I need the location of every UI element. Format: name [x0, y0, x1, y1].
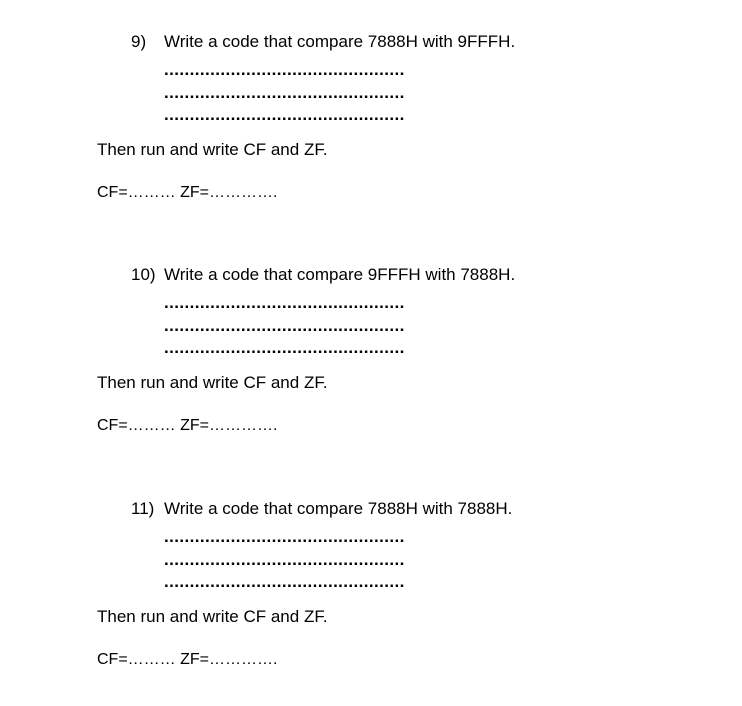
question-text: Write a code that compare 7888H with 7888H.: [164, 499, 513, 518]
answer-line-3: ...............................................: [164, 338, 405, 357]
answer-line-1: ...............................................: [164, 527, 405, 546]
answer-line-2: ...............................................: [164, 83, 405, 102]
question-11-prompt: [131, 499, 512, 519]
question-number: 10): [131, 265, 156, 284]
question-text: Write a code that compare 7888H with 9FFFH.: [164, 32, 516, 51]
answer-line-1: ...............................................: [164, 293, 405, 312]
question-10-prompt: [131, 265, 515, 285]
answer-line-2: ...............................................: [164, 316, 405, 335]
question-text: Write a code that compare 9FFFH with 7888H.: [164, 265, 516, 284]
answer-line-3: ...............................................: [164, 105, 405, 124]
question-number: 9): [131, 32, 147, 51]
instruction-text: Then run and write CF and ZF.: [97, 607, 328, 626]
flags-answer: CF=……… ZF=………….: [97, 184, 278, 201]
instruction-text: Then run and write CF and ZF.: [97, 140, 328, 159]
answer-line-2: ...............................................: [164, 550, 405, 569]
flags-answer: CF=……… ZF=………….: [97, 417, 278, 434]
question-number: 11): [131, 499, 155, 518]
answer-line-3: ...............................................: [164, 572, 405, 591]
flags-answer: CF=……… ZF=………….: [97, 651, 278, 668]
instruction-text: Then run and write CF and ZF.: [97, 373, 328, 392]
question-9-prompt: [131, 32, 515, 52]
answer-line-1: ...............................................: [164, 60, 405, 79]
